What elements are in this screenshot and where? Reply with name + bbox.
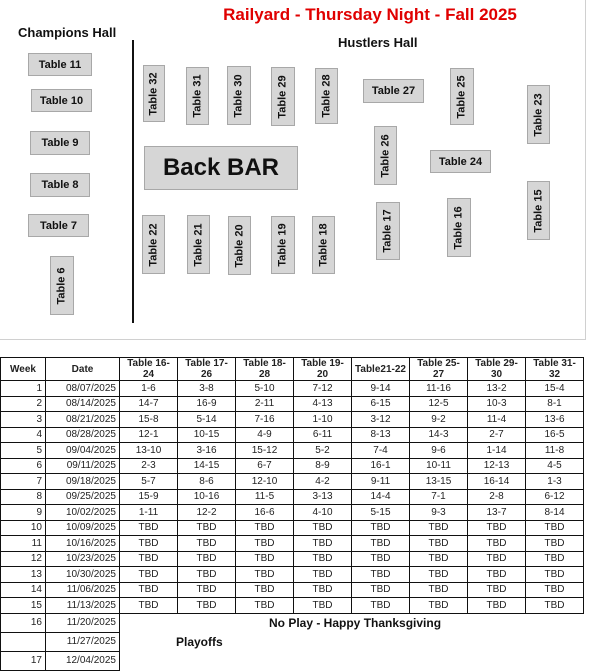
table-25: Table 25 bbox=[450, 68, 474, 125]
match-cell: 14-4 bbox=[352, 489, 410, 505]
match-cell: 1-14 bbox=[468, 443, 526, 459]
table-row bbox=[1, 551, 584, 567]
match-cell: 5-7 bbox=[120, 474, 178, 490]
match-cell: TBD bbox=[410, 598, 468, 614]
table-29: Table 29 bbox=[271, 67, 295, 126]
match-cell: TBD bbox=[410, 582, 468, 598]
match-cell: 12-1 bbox=[120, 427, 178, 443]
date-cell: 08/07/2025 bbox=[46, 381, 120, 397]
match-cell: TBD bbox=[120, 582, 178, 598]
week-cell: 8 bbox=[1, 489, 46, 505]
match-cell: TBD bbox=[178, 582, 236, 598]
match-cell: 14-7 bbox=[120, 396, 178, 412]
match-cell: 13-2 bbox=[468, 381, 526, 397]
table-15: Table 15 bbox=[527, 181, 550, 240]
date-cell: 11/27/2025 bbox=[46, 632, 120, 651]
match-cell: TBD bbox=[468, 598, 526, 614]
match-cell: TBD bbox=[468, 536, 526, 552]
match-cell: 13-15 bbox=[410, 474, 468, 490]
match-cell: TBD bbox=[236, 551, 294, 567]
column-header: Date bbox=[46, 358, 120, 381]
table-row bbox=[1, 505, 584, 521]
week-cell: 9 bbox=[1, 505, 46, 521]
match-cell: 3-8 bbox=[178, 381, 236, 397]
week-cell: 13 bbox=[1, 567, 46, 583]
table-16: Table 16 bbox=[447, 198, 471, 257]
match-cell: TBD bbox=[352, 567, 410, 583]
match-cell: 3-16 bbox=[178, 443, 236, 459]
match-cell: TBD bbox=[468, 551, 526, 567]
match-cell: 7-16 bbox=[236, 412, 294, 428]
match-cell: 4-2 bbox=[294, 474, 352, 490]
table-17: Table 17 bbox=[376, 202, 400, 260]
match-cell: TBD bbox=[120, 551, 178, 567]
match-cell: 11-5 bbox=[236, 489, 294, 505]
match-cell: 2-3 bbox=[120, 458, 178, 474]
match-cell: 5-15 bbox=[352, 505, 410, 521]
match-cell: 16-1 bbox=[352, 458, 410, 474]
match-cell: 10-3 bbox=[468, 396, 526, 412]
match-cell: TBD bbox=[410, 520, 468, 536]
table-row bbox=[1, 567, 584, 583]
match-cell: TBD bbox=[236, 520, 294, 536]
week-cell: 4 bbox=[1, 427, 46, 443]
match-cell: TBD bbox=[178, 520, 236, 536]
date-cell: 10/23/2025 bbox=[46, 551, 120, 567]
date-cell: 09/04/2025 bbox=[46, 443, 120, 459]
match-cell: TBD bbox=[468, 567, 526, 583]
match-cell: 7-1 bbox=[410, 489, 468, 505]
match-cell: 9-2 bbox=[410, 412, 468, 428]
champions-hall-label: Champions Hall bbox=[18, 25, 117, 40]
match-cell: 3-12 bbox=[352, 412, 410, 428]
match-cell: 9-6 bbox=[410, 443, 468, 459]
hall-divider bbox=[132, 40, 134, 323]
match-cell: 4-9 bbox=[236, 427, 294, 443]
table-row bbox=[1, 443, 584, 459]
table-18: Table 18 bbox=[312, 216, 335, 274]
match-cell: TBD bbox=[352, 551, 410, 567]
table-row bbox=[1, 582, 584, 598]
table-22: Table 22 bbox=[142, 215, 165, 274]
week-cell: 6 bbox=[1, 458, 46, 474]
week-cell: 2 bbox=[1, 396, 46, 412]
date-cell: 12/04/2025 bbox=[46, 651, 120, 670]
match-cell: TBD bbox=[410, 551, 468, 567]
match-cell: 4-13 bbox=[294, 396, 352, 412]
match-cell: 13-7 bbox=[468, 505, 526, 521]
table-32: Table 32 bbox=[143, 65, 165, 122]
column-header: Table 18-28 bbox=[236, 358, 294, 381]
column-header: Table 25-27 bbox=[410, 358, 468, 381]
match-cell: TBD bbox=[526, 567, 584, 583]
match-cell: 10-16 bbox=[178, 489, 236, 505]
table-19: Table 19 bbox=[271, 216, 295, 274]
date-cell: 11/06/2025 bbox=[46, 582, 120, 598]
week-cell bbox=[1, 632, 46, 651]
match-cell: 10-15 bbox=[178, 427, 236, 443]
match-cell: TBD bbox=[526, 536, 584, 552]
table-26: Table 26 bbox=[374, 126, 397, 185]
week-cell: 3 bbox=[1, 412, 46, 428]
hustlers-hall-label: Hustlers Hall bbox=[338, 35, 418, 50]
match-cell: 16-6 bbox=[236, 505, 294, 521]
table-row bbox=[1, 489, 584, 505]
table-row bbox=[1, 651, 584, 670]
week-cell: 7 bbox=[1, 474, 46, 490]
column-header: Table 17-26 bbox=[178, 358, 236, 381]
header-row bbox=[1, 358, 584, 381]
table-row bbox=[1, 598, 584, 614]
week-cell: 11 bbox=[1, 536, 46, 552]
table-row bbox=[1, 520, 584, 536]
match-cell: 15-9 bbox=[120, 489, 178, 505]
match-cell: TBD bbox=[294, 520, 352, 536]
match-cell: 3-13 bbox=[294, 489, 352, 505]
match-cell: 6-12 bbox=[526, 489, 584, 505]
match-cell: 8-14 bbox=[526, 505, 584, 521]
match-cell: 1-6 bbox=[120, 381, 178, 397]
date-cell: 10/09/2025 bbox=[46, 520, 120, 536]
match-cell: TBD bbox=[178, 567, 236, 583]
week-cell: 5 bbox=[1, 443, 46, 459]
match-cell: 16-14 bbox=[468, 474, 526, 490]
match-cell: 11-16 bbox=[410, 381, 468, 397]
match-cell: 15-12 bbox=[236, 443, 294, 459]
playoffs-note: Playoffs bbox=[176, 635, 223, 649]
table-8: Table 8 bbox=[30, 173, 90, 197]
table-row bbox=[1, 396, 584, 412]
match-cell: TBD bbox=[120, 598, 178, 614]
match-cell: 2-7 bbox=[468, 427, 526, 443]
column-header: Table21-22 bbox=[352, 358, 410, 381]
match-cell: 4-5 bbox=[526, 458, 584, 474]
match-cell: 8-9 bbox=[294, 458, 352, 474]
week-cell: 15 bbox=[1, 598, 46, 614]
column-header: Table 16-24 bbox=[120, 358, 178, 381]
match-cell: TBD bbox=[120, 567, 178, 583]
match-cell: 7-4 bbox=[352, 443, 410, 459]
table-row bbox=[1, 632, 584, 651]
match-cell: TBD bbox=[178, 598, 236, 614]
column-header: Table 29-30 bbox=[468, 358, 526, 381]
match-cell: 16-9 bbox=[178, 396, 236, 412]
match-cell: 7-12 bbox=[294, 381, 352, 397]
match-cell: 5-10 bbox=[236, 381, 294, 397]
match-cell: TBD bbox=[526, 551, 584, 567]
match-cell: 15-8 bbox=[120, 412, 178, 428]
date-cell: 09/25/2025 bbox=[46, 489, 120, 505]
week-cell: 12 bbox=[1, 551, 46, 567]
match-cell: 10-11 bbox=[410, 458, 468, 474]
match-cell: TBD bbox=[294, 551, 352, 567]
match-cell: 13-10 bbox=[120, 443, 178, 459]
match-cell: 12-5 bbox=[410, 396, 468, 412]
table-6: Table 6 bbox=[50, 256, 74, 315]
match-cell: TBD bbox=[294, 536, 352, 552]
match-cell: 6-11 bbox=[294, 427, 352, 443]
date-cell: 09/11/2025 bbox=[46, 458, 120, 474]
match-cell: TBD bbox=[468, 520, 526, 536]
column-header: Table 31-32 bbox=[526, 358, 584, 381]
thanksgiving-note: No Play - Happy Thanksgiving bbox=[269, 616, 442, 630]
match-cell: TBD bbox=[294, 598, 352, 614]
match-cell: 9-14 bbox=[352, 381, 410, 397]
match-cell: 2-8 bbox=[468, 489, 526, 505]
date-cell: 08/14/2025 bbox=[46, 396, 120, 412]
table-row bbox=[1, 412, 584, 428]
match-cell: TBD bbox=[410, 567, 468, 583]
table-11: Table 11 bbox=[28, 53, 92, 76]
match-cell: 14-15 bbox=[178, 458, 236, 474]
table-28: Table 28 bbox=[315, 68, 338, 124]
table-9: Table 9 bbox=[30, 131, 90, 155]
table-21: Table 21 bbox=[187, 215, 210, 274]
match-cell: 14-3 bbox=[410, 427, 468, 443]
table-23: Table 23 bbox=[527, 85, 550, 144]
match-cell: 2-11 bbox=[236, 396, 294, 412]
match-cell: 4-10 bbox=[294, 505, 352, 521]
match-cell: TBD bbox=[526, 520, 584, 536]
match-cell: TBD bbox=[526, 582, 584, 598]
date-cell: 10/16/2025 bbox=[46, 536, 120, 552]
table-row bbox=[1, 458, 584, 474]
week-cell: 16 bbox=[1, 613, 46, 632]
table-20: Table 20 bbox=[228, 216, 251, 275]
date-cell: 10/30/2025 bbox=[46, 567, 120, 583]
match-cell: 9-3 bbox=[410, 505, 468, 521]
match-cell: TBD bbox=[236, 598, 294, 614]
week-cell: 14 bbox=[1, 582, 46, 598]
table-30: Table 30 bbox=[227, 66, 251, 125]
match-cell: 5-14 bbox=[178, 412, 236, 428]
match-cell: 11-4 bbox=[468, 412, 526, 428]
match-cell: TBD bbox=[352, 598, 410, 614]
match-cell: TBD bbox=[352, 536, 410, 552]
match-cell: 8-6 bbox=[178, 474, 236, 490]
table-row bbox=[1, 474, 584, 490]
week-cell: 17 bbox=[1, 651, 46, 670]
table-27: Table 27 bbox=[363, 79, 424, 103]
match-cell: 1-10 bbox=[294, 412, 352, 428]
match-cell: TBD bbox=[236, 567, 294, 583]
match-cell: 13-6 bbox=[526, 412, 584, 428]
table-row bbox=[1, 536, 584, 552]
week-cell: 10 bbox=[1, 520, 46, 536]
column-header: Table 19-20 bbox=[294, 358, 352, 381]
match-cell: 8-1 bbox=[526, 396, 584, 412]
match-cell: TBD bbox=[178, 536, 236, 552]
table-row bbox=[1, 381, 584, 397]
match-cell: TBD bbox=[294, 567, 352, 583]
date-cell: 10/02/2025 bbox=[46, 505, 120, 521]
match-cell: 12-13 bbox=[468, 458, 526, 474]
week-cell: 1 bbox=[1, 381, 46, 397]
date-cell: 11/13/2025 bbox=[46, 598, 120, 614]
date-cell: 08/21/2025 bbox=[46, 412, 120, 428]
match-cell: TBD bbox=[352, 520, 410, 536]
column-header: Week bbox=[1, 358, 46, 381]
table-10: Table 10 bbox=[31, 89, 92, 112]
match-cell: 8-13 bbox=[352, 427, 410, 443]
match-cell: 16-5 bbox=[526, 427, 584, 443]
match-cell: 15-4 bbox=[526, 381, 584, 397]
date-cell: 08/28/2025 bbox=[46, 427, 120, 443]
table-row bbox=[1, 427, 584, 443]
match-cell: TBD bbox=[120, 536, 178, 552]
match-cell: TBD bbox=[120, 520, 178, 536]
back-bar: Back BAR bbox=[144, 146, 298, 190]
match-cell: 1-11 bbox=[120, 505, 178, 521]
match-cell: TBD bbox=[178, 551, 236, 567]
match-cell: 6-7 bbox=[236, 458, 294, 474]
table-31: Table 31 bbox=[186, 67, 209, 125]
date-cell: 09/18/2025 bbox=[46, 474, 120, 490]
date-cell: 11/20/2025 bbox=[46, 613, 120, 632]
match-cell: TBD bbox=[468, 582, 526, 598]
match-cell: TBD bbox=[526, 598, 584, 614]
match-cell: TBD bbox=[236, 536, 294, 552]
table-7: Table 7 bbox=[28, 214, 89, 237]
match-cell: 12-2 bbox=[178, 505, 236, 521]
match-cell: 5-2 bbox=[294, 443, 352, 459]
match-cell: 1-3 bbox=[526, 474, 584, 490]
floor-plan bbox=[0, 0, 586, 340]
match-cell: 9-11 bbox=[352, 474, 410, 490]
page-title: Railyard - Thursday Night - Fall 2025 bbox=[223, 5, 517, 24]
match-cell: 6-15 bbox=[352, 396, 410, 412]
match-cell: 12-10 bbox=[236, 474, 294, 490]
match-cell: 11-8 bbox=[526, 443, 584, 459]
match-cell: TBD bbox=[294, 582, 352, 598]
match-cell: TBD bbox=[410, 536, 468, 552]
match-cell: TBD bbox=[236, 582, 294, 598]
table-24: Table 24 bbox=[430, 150, 491, 173]
match-cell: TBD bbox=[352, 582, 410, 598]
